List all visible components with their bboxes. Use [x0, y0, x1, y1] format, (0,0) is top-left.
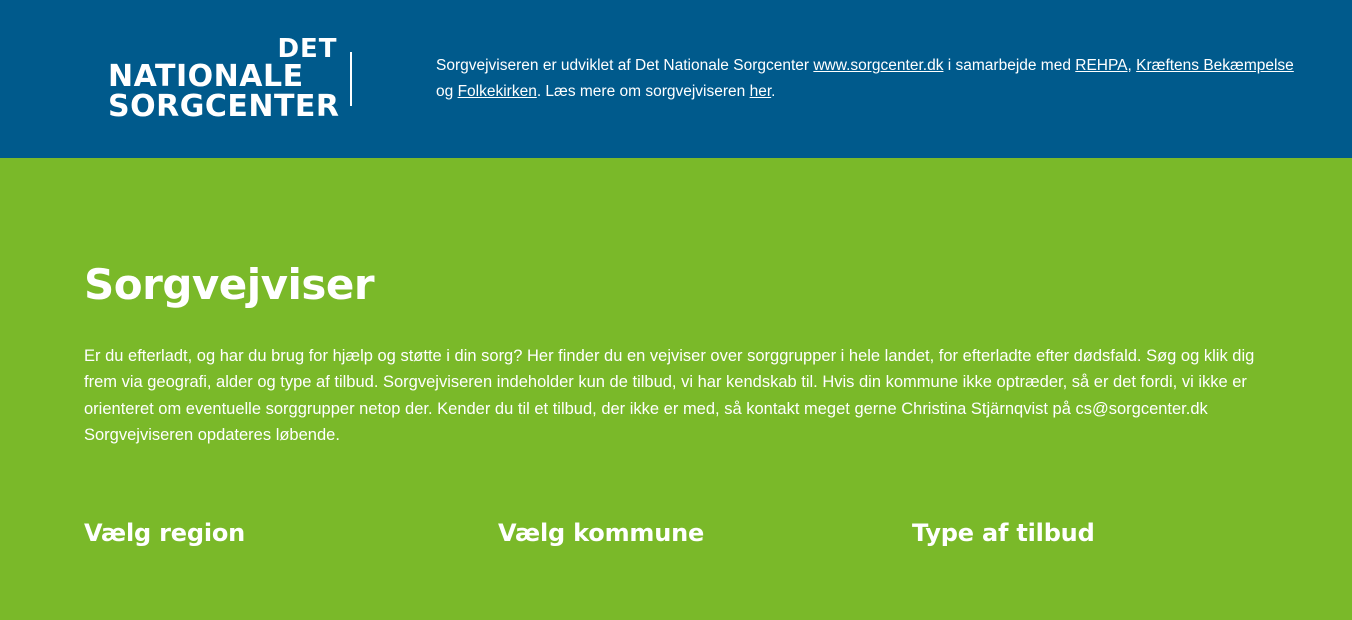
site-header [0, 0, 1352, 158]
link-kraeftens-bekaempelse[interactable]: Kræftens Bekæmpelse [1136, 57, 1294, 75]
main-panel [0, 158, 1352, 620]
filter-group-region [84, 519, 498, 547]
header-description [436, 53, 1306, 104]
filter-row [84, 449, 1268, 547]
link-rehpa[interactable]: REHPA [1075, 57, 1128, 75]
intro-text: Er du efterladt, og har du brug for hjælp og støtte i din sorg? Her finder du en vejviser over sorggrupper i hele landet, for efterladte efter dødsfald. Søg og klik dig frem via geografi, alder og type af tilbud. Sorgvejviseren indeholder kun de tilbud, vi har kendskab til. Hvis din kommune ikke optræder, så er det fordi, vi ikke er orienteret om eventuelle sorggrupper netop der. Kender du til et tilbud, der ikke er med, så kontakt meget gerne Christina Stjärnqvist på cs@sorgcenter.dk Sorgvejviseren opdateres løbende. [84, 347, 1255, 445]
header-desc-part-6: . [771, 83, 776, 100]
header-desc-part-3: , [1127, 57, 1137, 75]
header-desc-part-1: Sorgvejviseren er udviklet af Det Nationale Sorgcenter [436, 57, 814, 75]
filter-group-kommune [498, 519, 912, 547]
logo-line-2: NATIONALE [108, 59, 304, 94]
filter-label-kommune: Vælg kommune [498, 518, 705, 547]
header-desc-part-5: . Læs mere om sorgvejviseren [536, 83, 750, 100]
link-folkekirken[interactable]: Folkekirken [457, 83, 537, 100]
header-desc-part-4: og [436, 83, 458, 100]
header-desc-part-2: i samarbejde med [943, 57, 1076, 75]
filter-label-region: Vælg region [84, 518, 246, 547]
sorgcenter-logo[interactable] [108, 36, 358, 122]
page-title: Sorgvejviser [84, 260, 375, 309]
filter-group-type [912, 519, 1326, 547]
logo-line-1: DET [277, 34, 338, 64]
logo-text [108, 36, 340, 122]
header-inner [0, 36, 1352, 122]
link-sorgcenter-dk[interactable]: www.sorgcenter.dk [813, 57, 944, 75]
filter-label-type: Type af tilbud [912, 518, 1095, 547]
logo-divider [350, 52, 352, 106]
logo-line-3: SORGCENTER [108, 89, 340, 124]
link-her[interactable]: her [749, 83, 772, 100]
